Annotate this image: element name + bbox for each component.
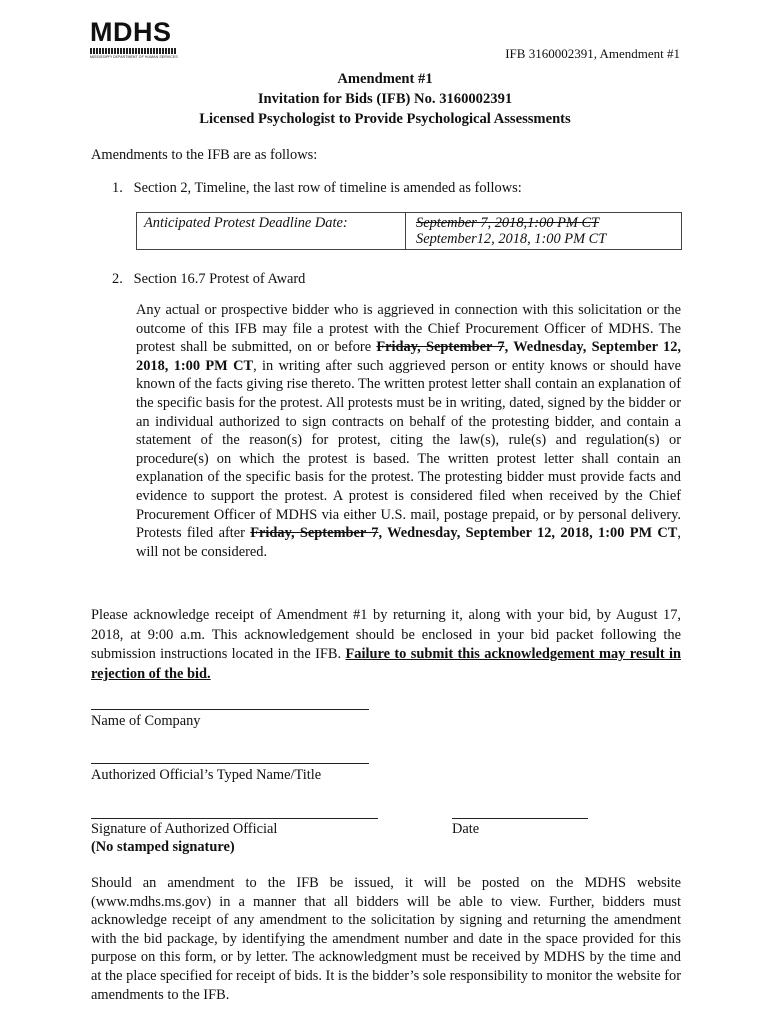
stamp-note: (No stamped signature) <box>91 839 235 855</box>
date-label: Date <box>452 821 480 837</box>
official-name-label: Authorized Official’s Typed Name/Title <box>91 767 322 783</box>
timeline-label-cell <box>137 213 406 249</box>
official-name-line[interactable] <box>91 763 369 764</box>
mdhs-logo <box>90 18 178 60</box>
amendment-item-2 <box>112 271 305 288</box>
document-reference: IFB 3160002391, Amendment #1 <box>505 46 680 61</box>
date-line[interactable] <box>452 818 588 819</box>
protest-text-1: Any actual or prospective bidder who is aggrieved in connection with this solicitation or the outcome of this IFB may file a protest with the Chief Procurement Officer of MDHS. The protest shall be submitted, on or before <box>136 302 681 356</box>
new-deadline-2: , Wednesday, September 12, 2018, 1:00 PM CT <box>378 525 678 542</box>
logo-stripe <box>90 48 176 54</box>
protest-text-3: , will not be considered. <box>136 525 681 560</box>
acknowledgement-warning: Failure to submit this acknowledgement may result in rejection of the bid. <box>91 646 682 682</box>
struck-date-1: Friday, September 7 <box>376 339 505 356</box>
protest-paragraph <box>136 301 681 561</box>
intro-text: Amendments to the IFB are as follows: <box>91 147 318 163</box>
timeline-old-date: September 7, 2018,1:00 PM CT <box>416 215 600 231</box>
document-subtitle-ifb: Invitation for Bids (IFB) No. 3160002391 <box>257 91 513 107</box>
item-number: 1. <box>112 180 123 196</box>
logo-subtitle: MISSISSIPPI DEPARTMENT OF HUMAN SERVICES <box>90 55 178 59</box>
new-deadline-1: , Wednesday, September 12, 2018, 1:00 PM CT <box>136 339 682 374</box>
struck-date-2: Friday, September 7 <box>250 525 379 542</box>
signature-label: Signature of Authorized Official <box>91 821 278 837</box>
item-number: 2. <box>112 271 123 287</box>
acknowledgement-text: Please acknowledge receipt of Amendment #1 by returning it, along with your bid, by August 17, 2018, at 9:00 a.m. This acknowledgement should be enclosed in your bid packet following the submission instructions located in the IFB. <box>91 607 681 662</box>
signature-line[interactable] <box>91 818 378 819</box>
amendment-item-1 <box>112 180 522 197</box>
item-text: Section 16.7 Protest of Award <box>133 271 306 287</box>
timeline-label: Anticipated Protest Deadline Date: <box>144 215 348 231</box>
document-title: Amendment #1 <box>337 71 433 87</box>
acknowledgement-paragraph <box>91 606 681 684</box>
timeline-new-date: September12, 2018, 1:00 PM CT <box>416 231 607 247</box>
closing-paragraph: Should an amendment to the IFB be issued, it will be posted on the MDHS website (www.mdhs.ms.gov) in a manner that all bidders will be able to view. Further, bidders must acknowledge receipt of any amendment to the solicitation by signing and returning the amendment with the bid package, by identifying the amendment number and date in the space provided for this purpose on this form, or by letter. The acknowledgment must be received by MDHS by the time and at the place specified for receipt of bids. It is the bidder’s sole responsibility to monitor the website for amendments to the IFB. <box>91 875 681 1003</box>
company-label: Name of Company <box>91 713 201 729</box>
company-signature-line[interactable] <box>91 709 369 710</box>
document-subtitle-service: Licensed Psychologist to Provide Psychological Assessments <box>199 111 571 127</box>
logo-wordmark: MDHS <box>90 17 172 47</box>
item-text: Section 2, Timeline, the last row of timeline is amended as follows: <box>133 180 522 196</box>
timeline-table <box>136 212 682 250</box>
protest-text-2: , in writing after such aggrieved person or entity knows or should have known of the facts giving rise thereto. The written protest letter shall contain an explanation of the specific basis for the protest. All protests must be in writing, dated, signed by the bidder or an individual authorized to sign contracts on behalf of the protesting bidder, and contain a statement of the reason(s) for protest, citing the law(s), rule(s) and regulation(s) or procedure(s) on which the protest is based. The written protest letter shall contain an explanation of the specific basis for the protest. The protesting bidder must provide facts and evidence to support the protest. A protest is considered filed when received by the Chief Procurement Officer of MDHS via either U.S. mail, postage prepaid, or by personal delivery. Protests filed after <box>136 357 681 542</box>
